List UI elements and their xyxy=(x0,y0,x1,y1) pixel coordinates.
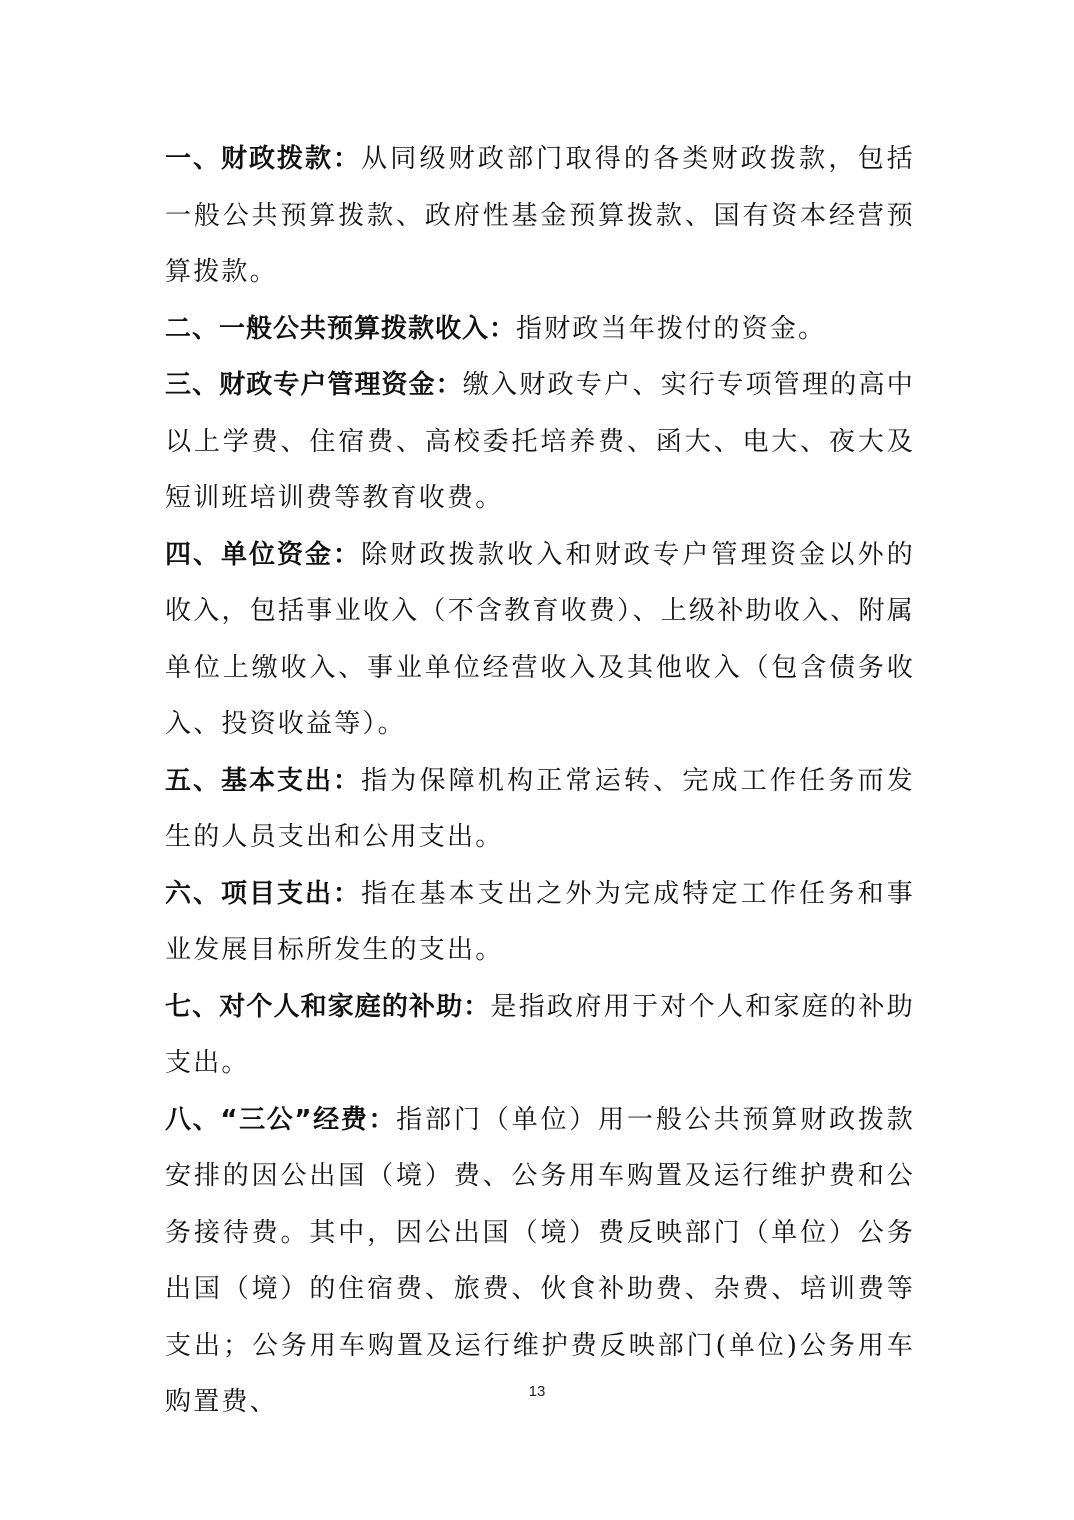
term-unit-funds: 四、单位资金： xyxy=(165,539,362,570)
definition-household-subsidies: 是指政府用于对个人和家庭的补助支出。 xyxy=(165,991,915,1078)
term-project-expenditure: 六、项目支出： xyxy=(165,878,362,909)
page-number: 13 xyxy=(528,1383,546,1400)
definition-special-account-funds: 缴入财政专户、实行专项管理的高中以上学费、住宿费、高校委托培养费、函大、电大、夜大及短训班培训费等教育收费。 xyxy=(165,370,915,513)
paragraph-project-expenditure xyxy=(165,866,915,979)
term-basic-expenditure: 五、基本支出： xyxy=(165,765,362,796)
document-body xyxy=(165,131,915,1431)
paragraph-household-subsidies xyxy=(165,979,915,1092)
paragraph-special-account-funds xyxy=(165,357,915,527)
definition-unit-funds: 除财政拨款收入和财政专户管理资金以外的收入，包括事业收入（不含教育收费）、上级补助收入、附属单位上缴收入、事业单位经营收入及其他收入（包含债务收入、投资收益等）。 xyxy=(165,539,915,739)
definition-general-budget-income: 指财政当年拨付的资金。 xyxy=(516,313,827,344)
definition-project-expenditure: 指在基本支出之外为完成特定工作任务和事业发展目标所发生的支出。 xyxy=(165,878,915,965)
paragraph-unit-funds xyxy=(165,527,915,753)
paragraph-basic-expenditure xyxy=(165,753,915,866)
paragraph-fiscal-appropriation xyxy=(165,131,915,301)
paragraph-general-budget-income xyxy=(165,301,915,358)
term-household-subsidies: 七、对个人和家庭的补助： xyxy=(165,991,491,1022)
paragraph-three-public-expenses xyxy=(165,1092,915,1431)
term-general-budget-income: 二、一般公共预算拨款收入： xyxy=(165,313,517,344)
term-special-account-funds: 三、财政专户管理资金： xyxy=(165,370,463,400)
definition-fiscal-appropriation: 从同级财政部门取得的各类财政拨款，包括一般公共预算拨款、政府性基金预算拨款、国有资本经营预算拨款。 xyxy=(165,144,915,287)
definition-three-public-expenses: 指部门（单位）用一般公共预算财政拨款安排的因公出国（境）费、公务用车购置及运行维护费和公务接待费。其中，因公出国（境）费反映部门（单位）公务出国（境）的住宿费、旅费、伙食补助费、杂费、培训费等支出；公务用车购置及运行维护费反映部门(单位)公务用车购置费、 xyxy=(165,1104,915,1417)
term-fiscal-appropriation: 一、财政拨款： xyxy=(165,144,362,174)
definition-basic-expenditure: 指为保障机构正常运转、完成工作任务而发生的人员支出和公用支出。 xyxy=(165,765,915,852)
term-three-public-expenses: 八、“三公”经费： xyxy=(165,1104,397,1135)
